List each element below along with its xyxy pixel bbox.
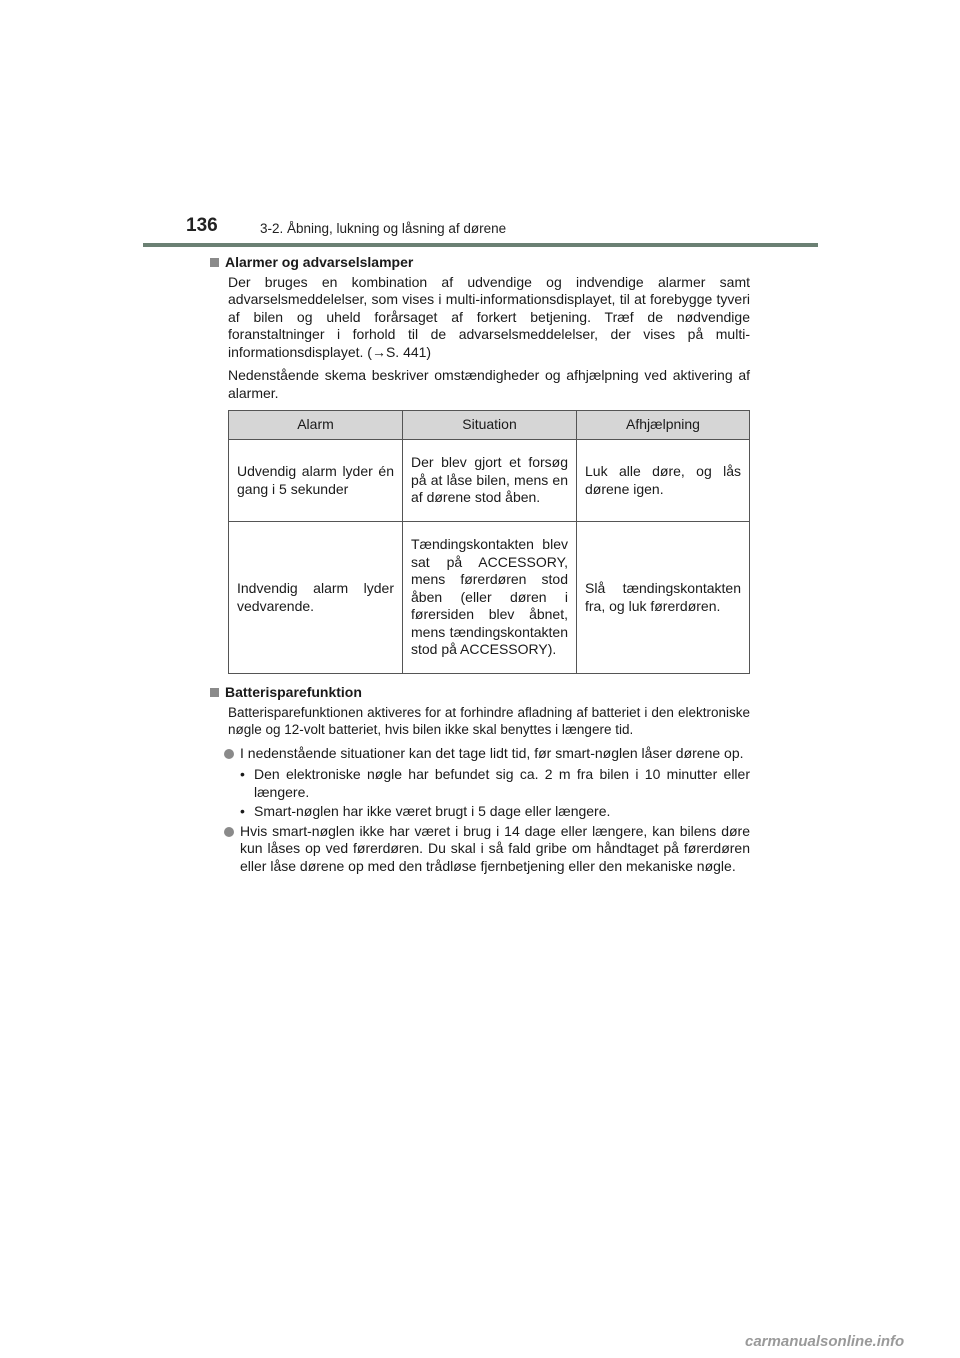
alarm-table <box>228 410 750 674</box>
alarms-paragraph-2: Nedenstående skema beskriver omstændigheder og afhjælpning ved aktivering af alarmer. <box>228 367 750 401</box>
list-item <box>224 745 750 763</box>
page-number: 136 <box>186 215 218 236</box>
alarms-heading <box>210 254 750 272</box>
alarms-heading-text: Alarmer og advarselslamper <box>225 254 414 270</box>
sub-bullet-mark: • <box>240 766 245 782</box>
table-cell-remedy: Luk alle døre, og lås dørene igen. <box>577 440 750 522</box>
battery-paragraph: Batterisparefunktionen aktiveres for at forhindre afladning af batteriet i den elektroniske nøgle og 12-volt batteriet, hvis bilen ikke skal benyttes i længere tid. <box>228 704 750 737</box>
battery-heading-text: Batterisparefunktion <box>225 684 362 700</box>
list-item <box>240 803 750 821</box>
table-header-row <box>229 411 750 440</box>
square-bullet-icon <box>210 258 219 267</box>
watermark: carmanualsonline.info <box>745 1333 905 1350</box>
table-row <box>229 440 750 522</box>
sub-bullet-text: Den elektroniske nøgle har befundet sig ca. 2 m fra bilen i 10 minutter eller længere. <box>254 766 750 800</box>
table-cell-alarm: Indvendig alarm lyder vedvarende. <box>229 522 403 674</box>
section-title: 3-2. Åbning, lukning og låsning af dørene <box>260 221 507 236</box>
page-content <box>210 254 750 879</box>
list-item <box>224 823 750 876</box>
bullet-text: Hvis smart-nøglen ikke har været i brug i 14 dage eller længere, kan bilens døre kun låses op ved førerdøren. Du skal i så fald gribe om håndtaget på førerdøren eller låse dørene op med den trådløse fjernbetjening eller den mekaniske nøgle. <box>240 822 750 874</box>
battery-heading <box>210 684 750 702</box>
circle-bullet-icon <box>224 749 234 759</box>
table-header-remedy: Afhjælpning <box>577 411 750 440</box>
alarms-paragraph-1: Der bruges en kombination af udvendige og indvendige alarmer samt advarselsmeddelelser, som vises i multi-informationsdisplayet, til at forebygge tyveri af bilen og uheld forårsaget af forkert betjening. Træf de nødvendige foranstaltninger i forhold til de advarselsmeddelelser, der vises på multi-informationsdisplayet. (→S. 441) <box>228 273 750 360</box>
square-bullet-icon <box>210 688 219 697</box>
sub-bullet-mark: • <box>240 803 245 819</box>
bullet-text: I nedenstående situationer kan det tage lidt tid, før smart-nøglen låser dørene op. <box>240 744 744 761</box>
table-cell-situation: Tændingskontakten blev sat på ACCESSORY, mens førerdøren stod åben (eller døren i førersiden blev åbnet, mens tændingskontakten stod på ACCESSORY). <box>403 522 577 674</box>
table-row <box>229 522 750 674</box>
table-cell-alarm: Udvendig alarm lyder én gang i 5 sekunder <box>229 440 403 522</box>
list-item <box>240 766 750 801</box>
table-cell-remedy: Slå tændingskontakten fra, og luk førerdøren. <box>577 522 750 674</box>
sub-bullet-text: Smart-nøglen har ikke været brugt i 5 dage eller længere. <box>254 803 611 819</box>
header-rule <box>143 243 818 247</box>
circle-bullet-icon <box>224 827 234 837</box>
table-cell-situation: Der blev gjort et forsøg på at låse bilen, mens en af dørene stod åben. <box>403 440 577 522</box>
table-header-alarm: Alarm <box>229 411 403 440</box>
table-header-situation: Situation <box>403 411 577 440</box>
